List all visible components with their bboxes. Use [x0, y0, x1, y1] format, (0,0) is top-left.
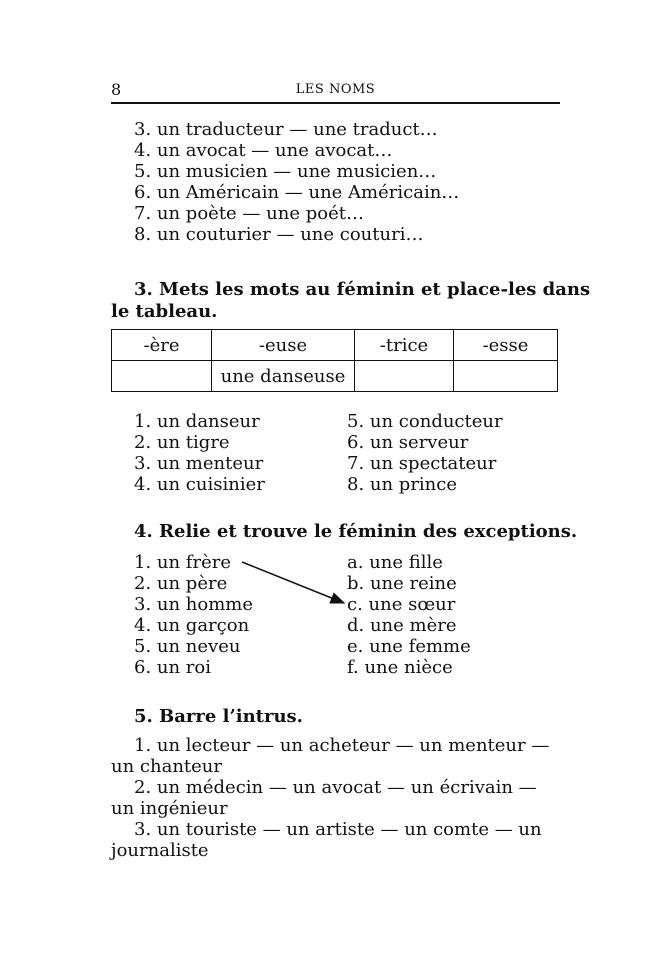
table-header-cell: -ère [112, 330, 212, 361]
ex4-right-a: a. une fille [347, 552, 443, 573]
ex4-left-3: 3. un homme [134, 594, 254, 615]
ex5-line-3: 3. un touriste — un artiste — un comte — un [134, 819, 542, 840]
ex5-line-1: 1. un lecteur — un acheteur — un menteur — [134, 735, 550, 756]
ex4-left-4: 4. un garçon [134, 615, 250, 636]
ex5-line-3-cont: journaliste [111, 840, 209, 861]
ex5-instruction: 5. Barre l’intrus. [134, 706, 303, 727]
ex2-item-7: 7. un poète — une poét… [134, 203, 364, 224]
ex4-left-2: 2. un père [134, 573, 228, 594]
ex3-word-2: 2. un tigre [134, 432, 230, 453]
ex4-right-d: d. une mère [347, 615, 457, 636]
ex4-right-e: e. une femme [347, 636, 471, 657]
table-header-cell: -esse [454, 330, 558, 361]
ex3-word-5: 5. un conducteur [347, 411, 503, 432]
ex4-right-c: c. une sœur [347, 594, 456, 615]
running-title: LES NOMS [295, 82, 376, 97]
ex3-instruction-line1: 3. Mets les mots au féminin et place-les dans [134, 279, 591, 300]
ex2-item-6: 6. un Américain — une Américain… [134, 182, 460, 203]
ex3-word-8: 8. un prince [347, 474, 458, 495]
ex2-item-8: 8. un couturier — une couturi… [134, 224, 424, 245]
ex5-line-2: 2. un médecin — un avocat — un écrivain — [134, 777, 537, 798]
ex5-line-1-cont: un chanteur [111, 756, 222, 777]
table-header-cell: -trice [355, 330, 454, 361]
ex2-item-3: 3. un traducteur — une traduct… [134, 119, 438, 140]
ex3-instruction-line2: le tableau. [111, 301, 218, 322]
table-cell: une danseuse [212, 361, 355, 392]
ex3-word-1: 1. un danseur [134, 411, 260, 432]
ex4-instruction: 4. Relie et trouve le féminin des exceptions. [134, 521, 578, 542]
page-number: 8 [111, 80, 122, 99]
ex4-right-f: f. une nièce [347, 657, 453, 678]
table-header-cell: -euse [212, 330, 355, 361]
ex3-word-7: 7. un spectateur [347, 453, 497, 474]
ex4-left-5: 5. un neveu [134, 636, 241, 657]
ex3-word-3: 3. un menteur [134, 453, 264, 474]
ex4-right-b: b. une reine [347, 573, 457, 594]
ex5-line-2-cont: un ingénieur [111, 798, 228, 819]
ex2-item-5: 5. un musicien — une musicien… [134, 161, 437, 182]
ex4-left-6: 6. un roi [134, 657, 212, 678]
ex2-item-4: 4. un avocat — une avocat… [134, 140, 393, 161]
ex4-left-1: 1. un frère [134, 552, 231, 573]
ex3-word-6: 6. un serveur [347, 432, 469, 453]
ex3-word-4: 4. un cuisinier [134, 474, 265, 495]
